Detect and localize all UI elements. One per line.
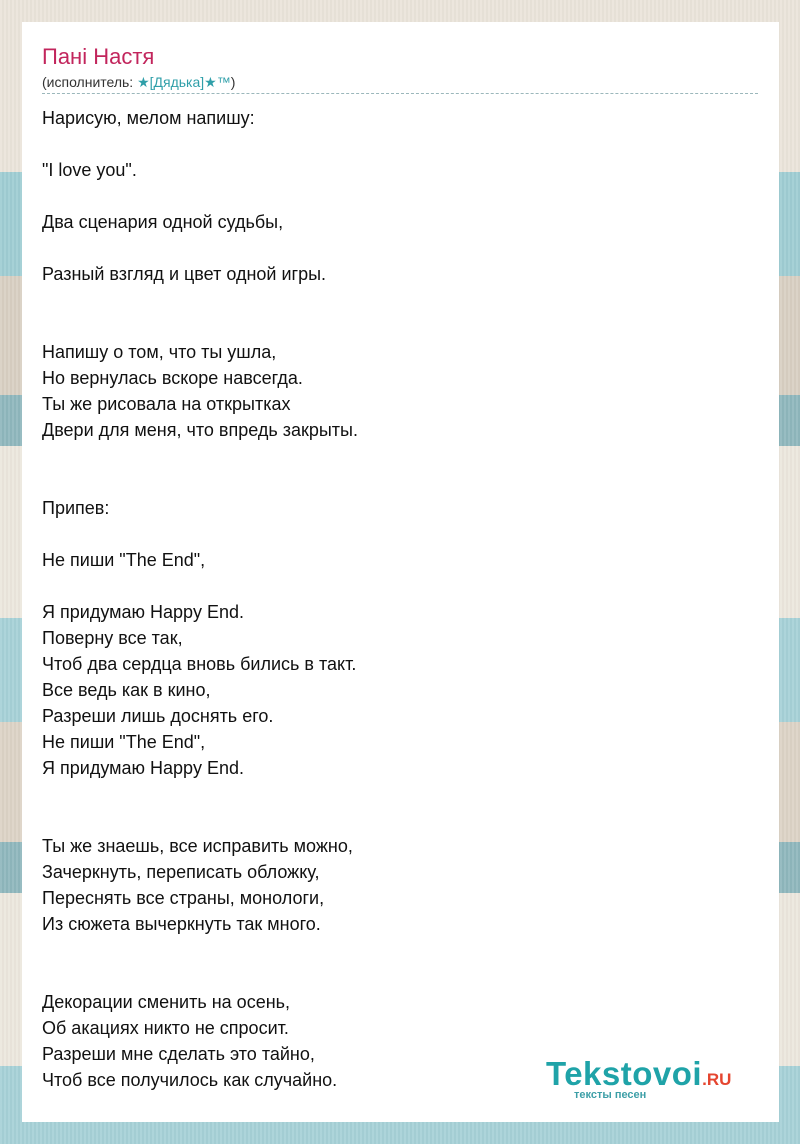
- lyrics-line: Припев:: [42, 498, 110, 518]
- lyrics-line: Разреши мне сделать это тайно,: [42, 1044, 315, 1064]
- lyrics-line: Об акациях никто не спросит.: [42, 1018, 289, 1038]
- lyrics-line: Я придумаю Happy End.: [42, 602, 245, 622]
- song-title: Пані Настя: [42, 44, 155, 69]
- lyrics-line: Нарисую, мелом напишу:: [42, 108, 255, 128]
- lyrics-line: Напишу о том, что ты ушла,: [42, 342, 277, 362]
- lyrics-line: Декорации сменить на осень,: [42, 992, 291, 1012]
- artist-link[interactable]: ★[Дядька]★™: [137, 74, 231, 90]
- artist-prefix: (исполнитель:: [42, 74, 138, 90]
- logo-tld: .RU: [702, 1070, 732, 1089]
- logo-tagline: тексты песен: [574, 1089, 647, 1101]
- lyrics-line: Поверну все так,: [42, 628, 183, 648]
- lyrics-line: Ты же рисовала на открытках: [42, 394, 291, 414]
- lyrics-line: Два сценария одной судьбы,: [42, 212, 284, 232]
- lyrics-line: Не пиши "The End",: [42, 550, 206, 570]
- lyrics-line: Переснять все страны, монологи,: [42, 888, 325, 908]
- lyrics-line: Все ведь как в кино,: [42, 680, 211, 700]
- artist-suffix: ): [230, 74, 236, 90]
- lyrics-line: Я придумаю Happy End.: [42, 758, 245, 778]
- lyrics-line: Разреши лишь доснять его.: [42, 706, 274, 726]
- lyrics-line: Двери для меня, что впредь закрыты.: [42, 420, 358, 440]
- site-logo[interactable]: [546, 1056, 731, 1092]
- lyrics-line: Ты же знаешь, все исправить можно,: [42, 836, 353, 856]
- lyrics-line: Из сюжета вычеркнуть так много.: [42, 914, 321, 934]
- lyrics-line: Разный взгляд и цвет одной игры.: [42, 264, 327, 284]
- header-divider: [42, 93, 758, 94]
- lyrics-line: Чтоб все получилось как случайно.: [42, 1070, 338, 1090]
- artist-line: [42, 73, 235, 91]
- logo-name: Tekstovoi: [546, 1055, 703, 1092]
- lyrics-line: Чтоб два сердца вновь бились в такт.: [42, 654, 357, 674]
- lyrics-line: Не пиши "The End",: [42, 732, 206, 752]
- lyrics-line: Но вернулась вскоре навсегда.: [42, 368, 303, 388]
- lyrics-card: [22, 22, 779, 1122]
- lyrics-line: "I love you".: [42, 160, 137, 180]
- lyrics-line: Зачеркнуть, переписать обложку,: [42, 862, 320, 882]
